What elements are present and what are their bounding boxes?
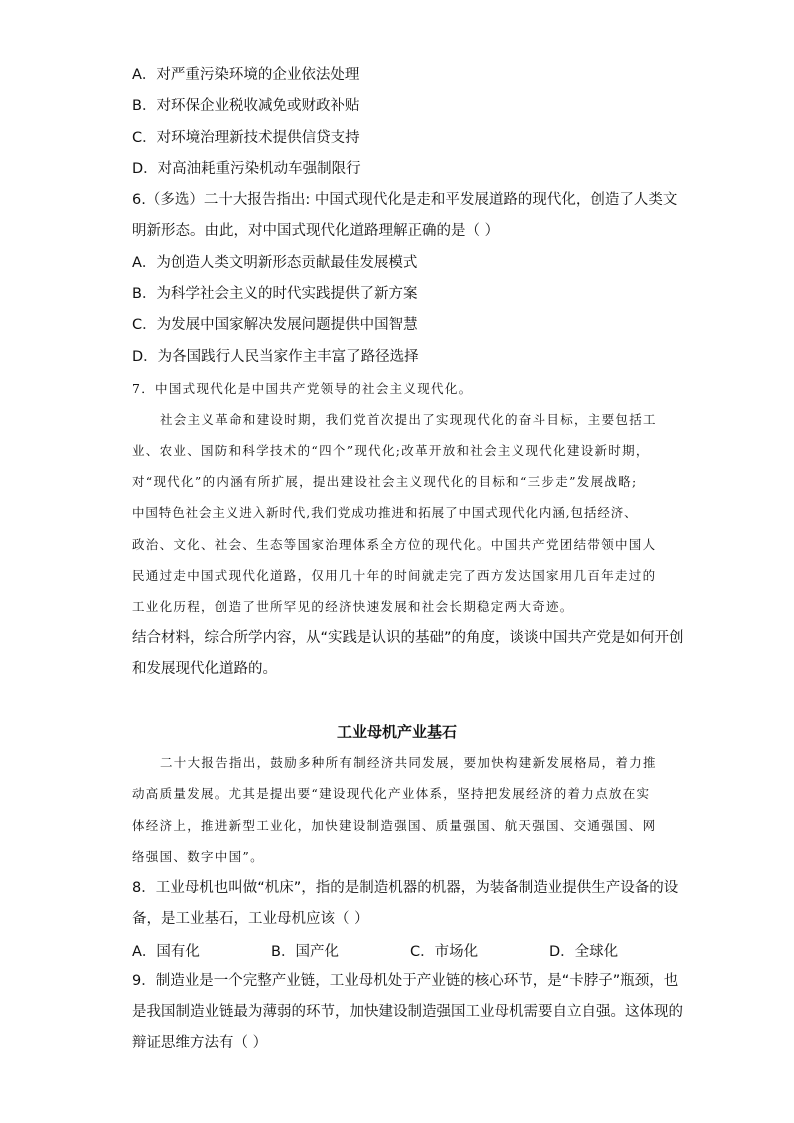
q8-option-d: D．全球化 bbox=[549, 944, 619, 960]
q7-question-line1: 结合材料，综合所学内容，从“实践是认识的基础”的角度，谈谈中国共产党是如何开创 bbox=[132, 630, 684, 646]
q5-option-b: B．对环保企业税收减免或财政补贴 bbox=[132, 98, 360, 114]
q7-material-line: 社会主义革命和建设时期，我们党首次提出了实现现代化的奋斗目标，主要包括工 bbox=[160, 412, 657, 427]
q8-option-b: B．国产化 bbox=[271, 944, 339, 960]
q6-option-a: A．为创造人类文明新形态贡献最佳发展模式 bbox=[132, 255, 418, 271]
q7-material-line: 中国特色社会主义进入新时代,我们党成功推进和拓展了中国式现代化内涵,包括经济、 bbox=[132, 505, 638, 520]
q7-question-line2: 和发展现代化道路的。 bbox=[132, 661, 277, 677]
q7-material-line: 政治、文化、社会、生态等国家治理体系全方位的现代化。中国共产党团结带领中国人 bbox=[132, 537, 657, 552]
q8-stem-line1: 8．工业母机也叫做“机床”，指的是制造机器的机器，为装备制造业提供生产设备的设 bbox=[132, 880, 679, 896]
q6-option-b: B．为科学社会主义的时代实践提供了新方案 bbox=[132, 286, 418, 302]
section-title: 工业母机产业基石 bbox=[336, 723, 457, 741]
q5-option-a: A．对严重污染环境的企业依法处理 bbox=[132, 67, 360, 83]
q7-head: 7．中国式现代化是中国共产党领导的社会主义现代化。 bbox=[132, 381, 473, 396]
q6-option-c: C．为发展中国家解决发展问题提供中国智慧 bbox=[132, 317, 418, 333]
q5-option-d: D．对高油耗重污染机动车强制限行 bbox=[132, 161, 361, 177]
section-material-line: 动高质量发展。尤其是提出要“建设现代化产业体系，坚持把发展经济的着力点放在实 bbox=[132, 786, 651, 801]
q9-stem-line1: 9．制造业是一个完整产业链，工业母机处于产业链的核心环节，是“卡脖子”瓶颈，也 bbox=[132, 973, 679, 989]
section-material-line: 二十大报告指出，鼓励多种所有制经济共同发展，要加快构建新发展格局，着力推 bbox=[160, 755, 657, 770]
q7-material-line: 对“现代化”的内涵有所扩展，提出建设社会主义现代化的目标和“三步走”发展战略; bbox=[132, 474, 638, 489]
q6-option-d: D．为各国践行人民当家作主丰富了路径选择 bbox=[132, 349, 419, 365]
q7-material-line: 业、农业、国防和科学技术的“四个”现代化;改革开放和社会主义现代化建设新时期， bbox=[132, 443, 650, 458]
q7-material-line: 民通过走中国式现代化道路，仅用几十年的时间就走完了西方发达国家用几百年走过的 bbox=[132, 568, 657, 583]
q8-stem-line2: 备，是工业基石，工业母机应该（ ） bbox=[132, 911, 369, 927]
section-material-line: 体经济上，推进新型工业化，加快建设制造强国、质量强国、航天强国、交通强国、网 bbox=[132, 818, 657, 833]
q6-stem-line2: 明新形态。由此，对中国式现代化道路理解正确的是（ ） bbox=[132, 223, 500, 239]
q8-option-a: A．国有化 bbox=[132, 944, 200, 960]
q7-material-line: 工业化历程，创造了世所罕见的经济快速发展和社会长期稳定两大奇迹。 bbox=[132, 599, 574, 614]
q5-option-c: C．对环境治理新技术提供信贷支持 bbox=[132, 130, 360, 146]
q9-stem-line2: 是我国制造业链最为薄弱的环节，加快建设制造强国工业母机需要自立自强。这体现的 bbox=[132, 1004, 683, 1020]
q9-stem-line3: 辩证思维方法有（ ） bbox=[132, 1035, 268, 1051]
q6-stem-line1: 6.（多选）二十大报告指出: 中国式现代化是走和平发展道路的现代化，创造了人类文 bbox=[132, 192, 678, 208]
q8-option-c: C．市场化 bbox=[410, 944, 479, 960]
section-material-line: 络强国、数字中国”。 bbox=[132, 849, 264, 864]
